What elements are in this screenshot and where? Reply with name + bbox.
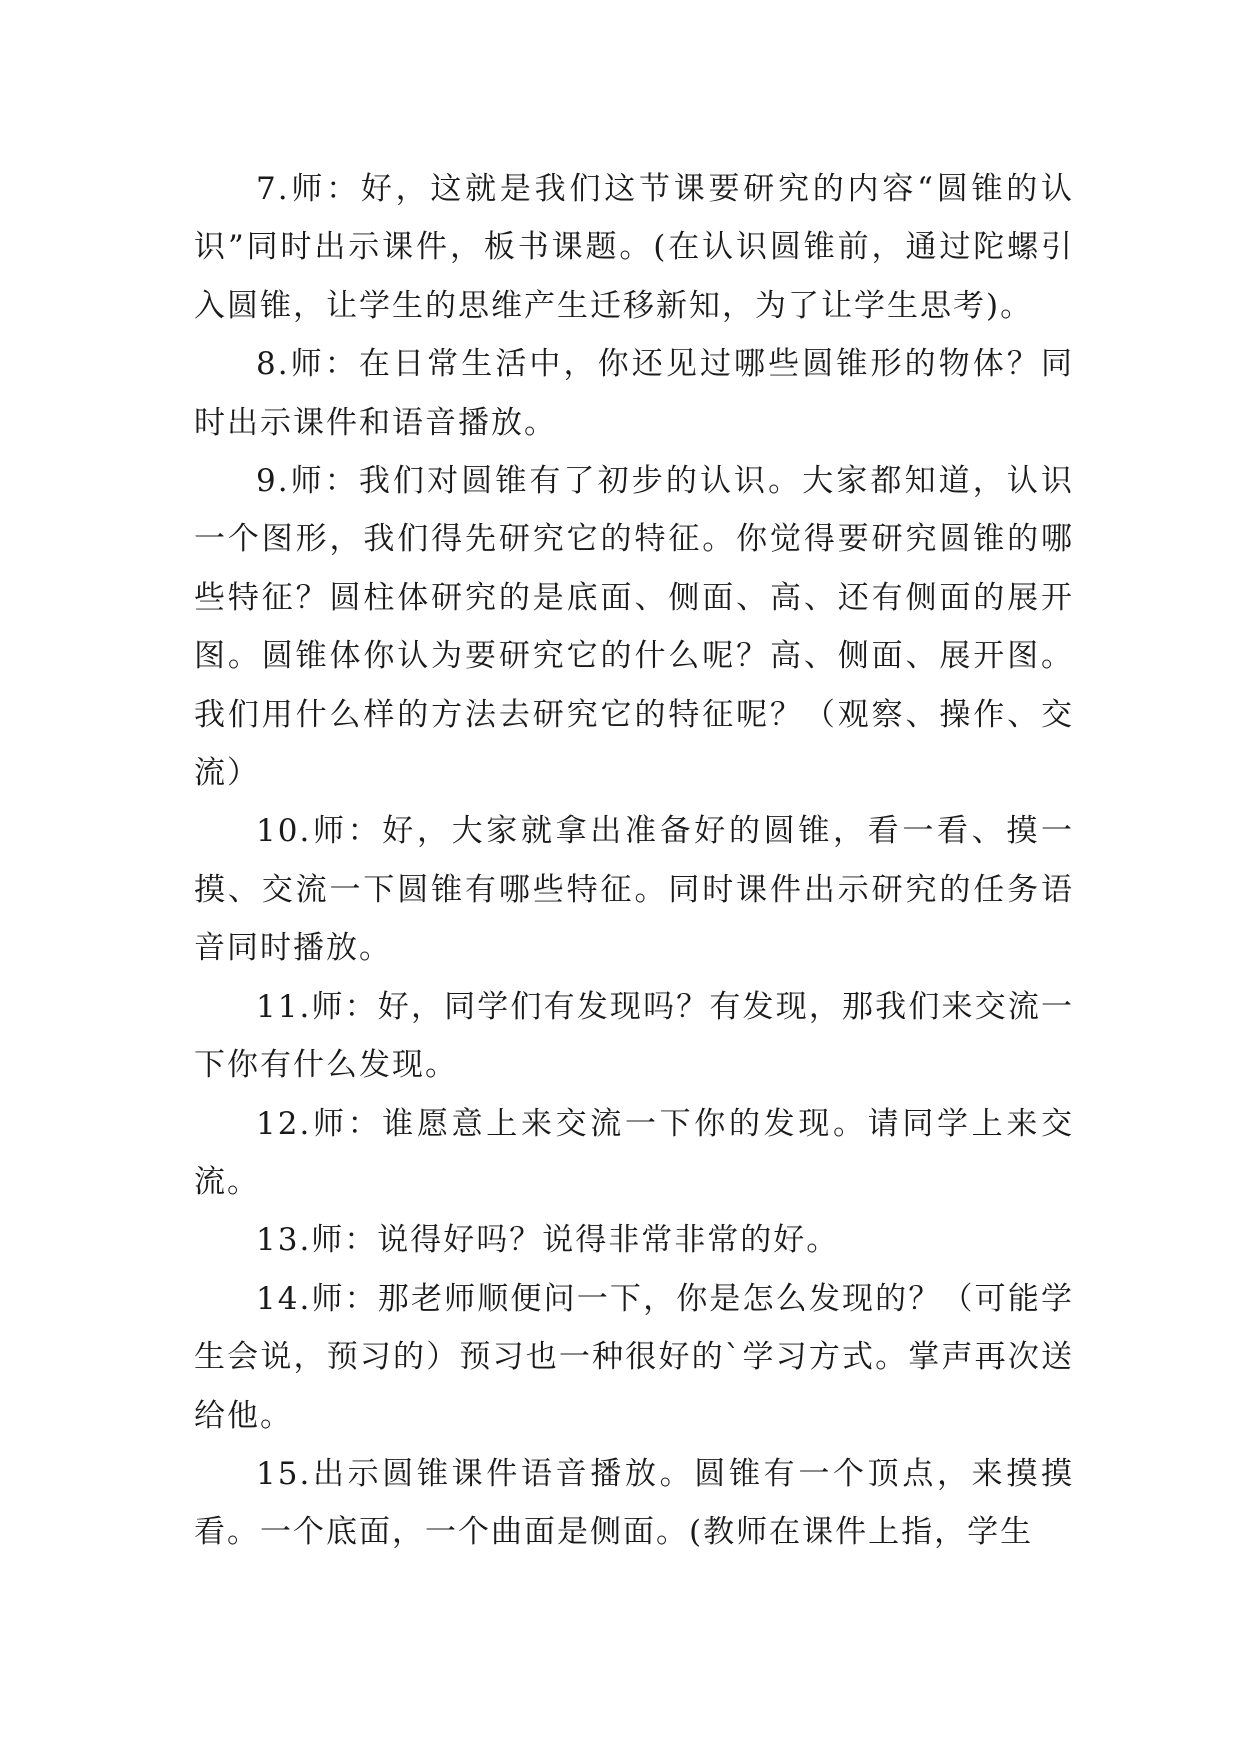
paragraph-14: 14.师：那老师顺便问一下，你是怎么发现的？（可能学生会说，预习的）预习也一种很好的`学习方式。掌声再次送给他。 [194,1280,1074,1434]
paragraph-8: 8.师：在日常生活中，你还见过哪些圆锥形的物体？同时出示课件和语音播放。 [194,346,1074,441]
paragraph-9: 9.师：我们对圆锥有了初步的认识。大家都知道，认识一个图形，我们得先研究它的特征。你觉得要研究圆锥的哪些特征？圆柱体研究的是底面、侧面、高、还有侧面的展开图。圆锥体你认为要研究它的什么呢？高、侧面、展开图。我们用什么样的方法去研究它的特征呢？（观察、操作、交流） [194,463,1074,792]
paragraph-10: 10.师：好，大家就拿出准备好的圆锥，看一看、摸一摸、交流一下圆锥有哪些特征。同时课件出示研究的任务语音同时播放。 [194,813,1074,967]
paragraph-12: 12.师：谁愿意上来交流一下你的发现。请同学上来交流。 [194,1105,1074,1200]
document-body [194,160,1074,1562]
paragraph-7: 7.师：好，这就是我们这节课要研究的内容“圆锥的认识”同时出示课件，板书课题。(在认识圆锥前，通过陀螺引入圆锥，让学生的思维产生迁移新知，为了让学生思考)。 [194,171,1074,324]
paragraph-15: 15.出示圆锥课件语音播放。圆锥有一个顶点，来摸摸看。一个底面，一个曲面是侧面。(教师在课件上指，学生 [194,1455,1074,1551]
paragraph-11: 11.师：好，同学们有发现吗？有发现，那我们来交流一下你有什么发现。 [194,988,1074,1084]
paragraph-13: 13.师：说得好吗？说得非常非常的好。 [256,1222,840,1259]
